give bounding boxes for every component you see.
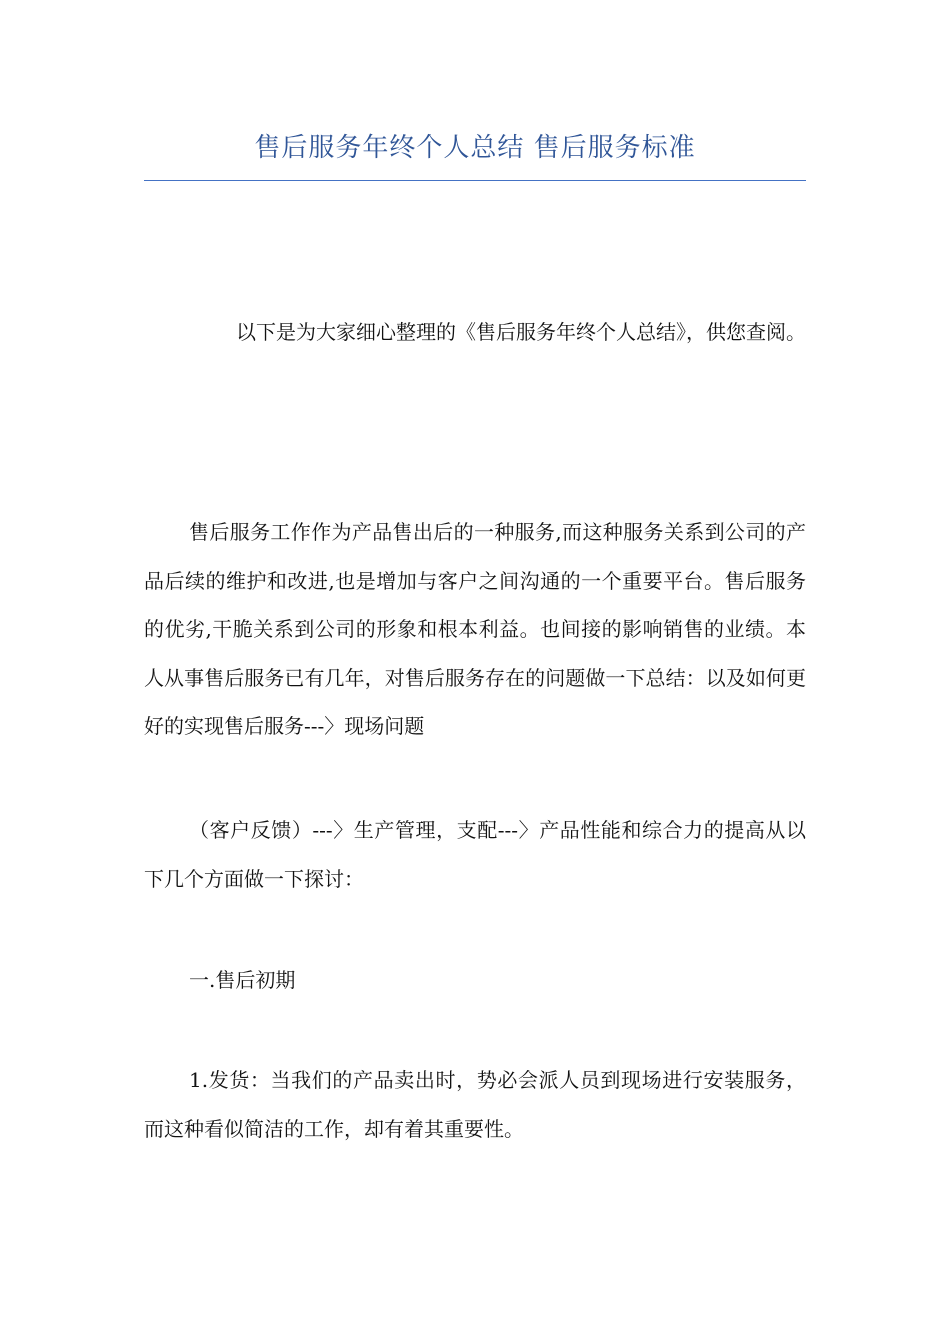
- section-heading: 一.售后初期: [189, 968, 296, 992]
- document-title: 售后服务年终个人总结 售后服务标准: [254, 133, 696, 163]
- title-underline-divider: [144, 180, 806, 181]
- main-paragraph: 售后服务工作作为产品售出后的一种服务,而这种服务关系到公司的产品后续的维护和改进,也是增加与客户之间沟通的一个重要平台。售后服务的优劣,干脆关系到公司的形象和根本利益。也间接的影响销售的业绩。本人从事售后服务已有几年，对售后服务存在的问题做一下总结：以及如何更好的实现售后服务---〉现场问题: [144, 520, 806, 738]
- intro-paragraph: 以下是为大家细心整理的《售后服务年终个人总结》，供您查阅。: [236, 320, 806, 344]
- list-item-shipping: 1.发货：当我们的产品卖出时，势必会派人员到现场进行安装服务，而这种看似简洁的工作，却有着其重要性。: [144, 1068, 806, 1141]
- feedback-paragraph: （客户反馈）---〉生产管理，支配---〉产品性能和综合力的提高从以下几个方面做一下探讨：: [144, 818, 806, 891]
